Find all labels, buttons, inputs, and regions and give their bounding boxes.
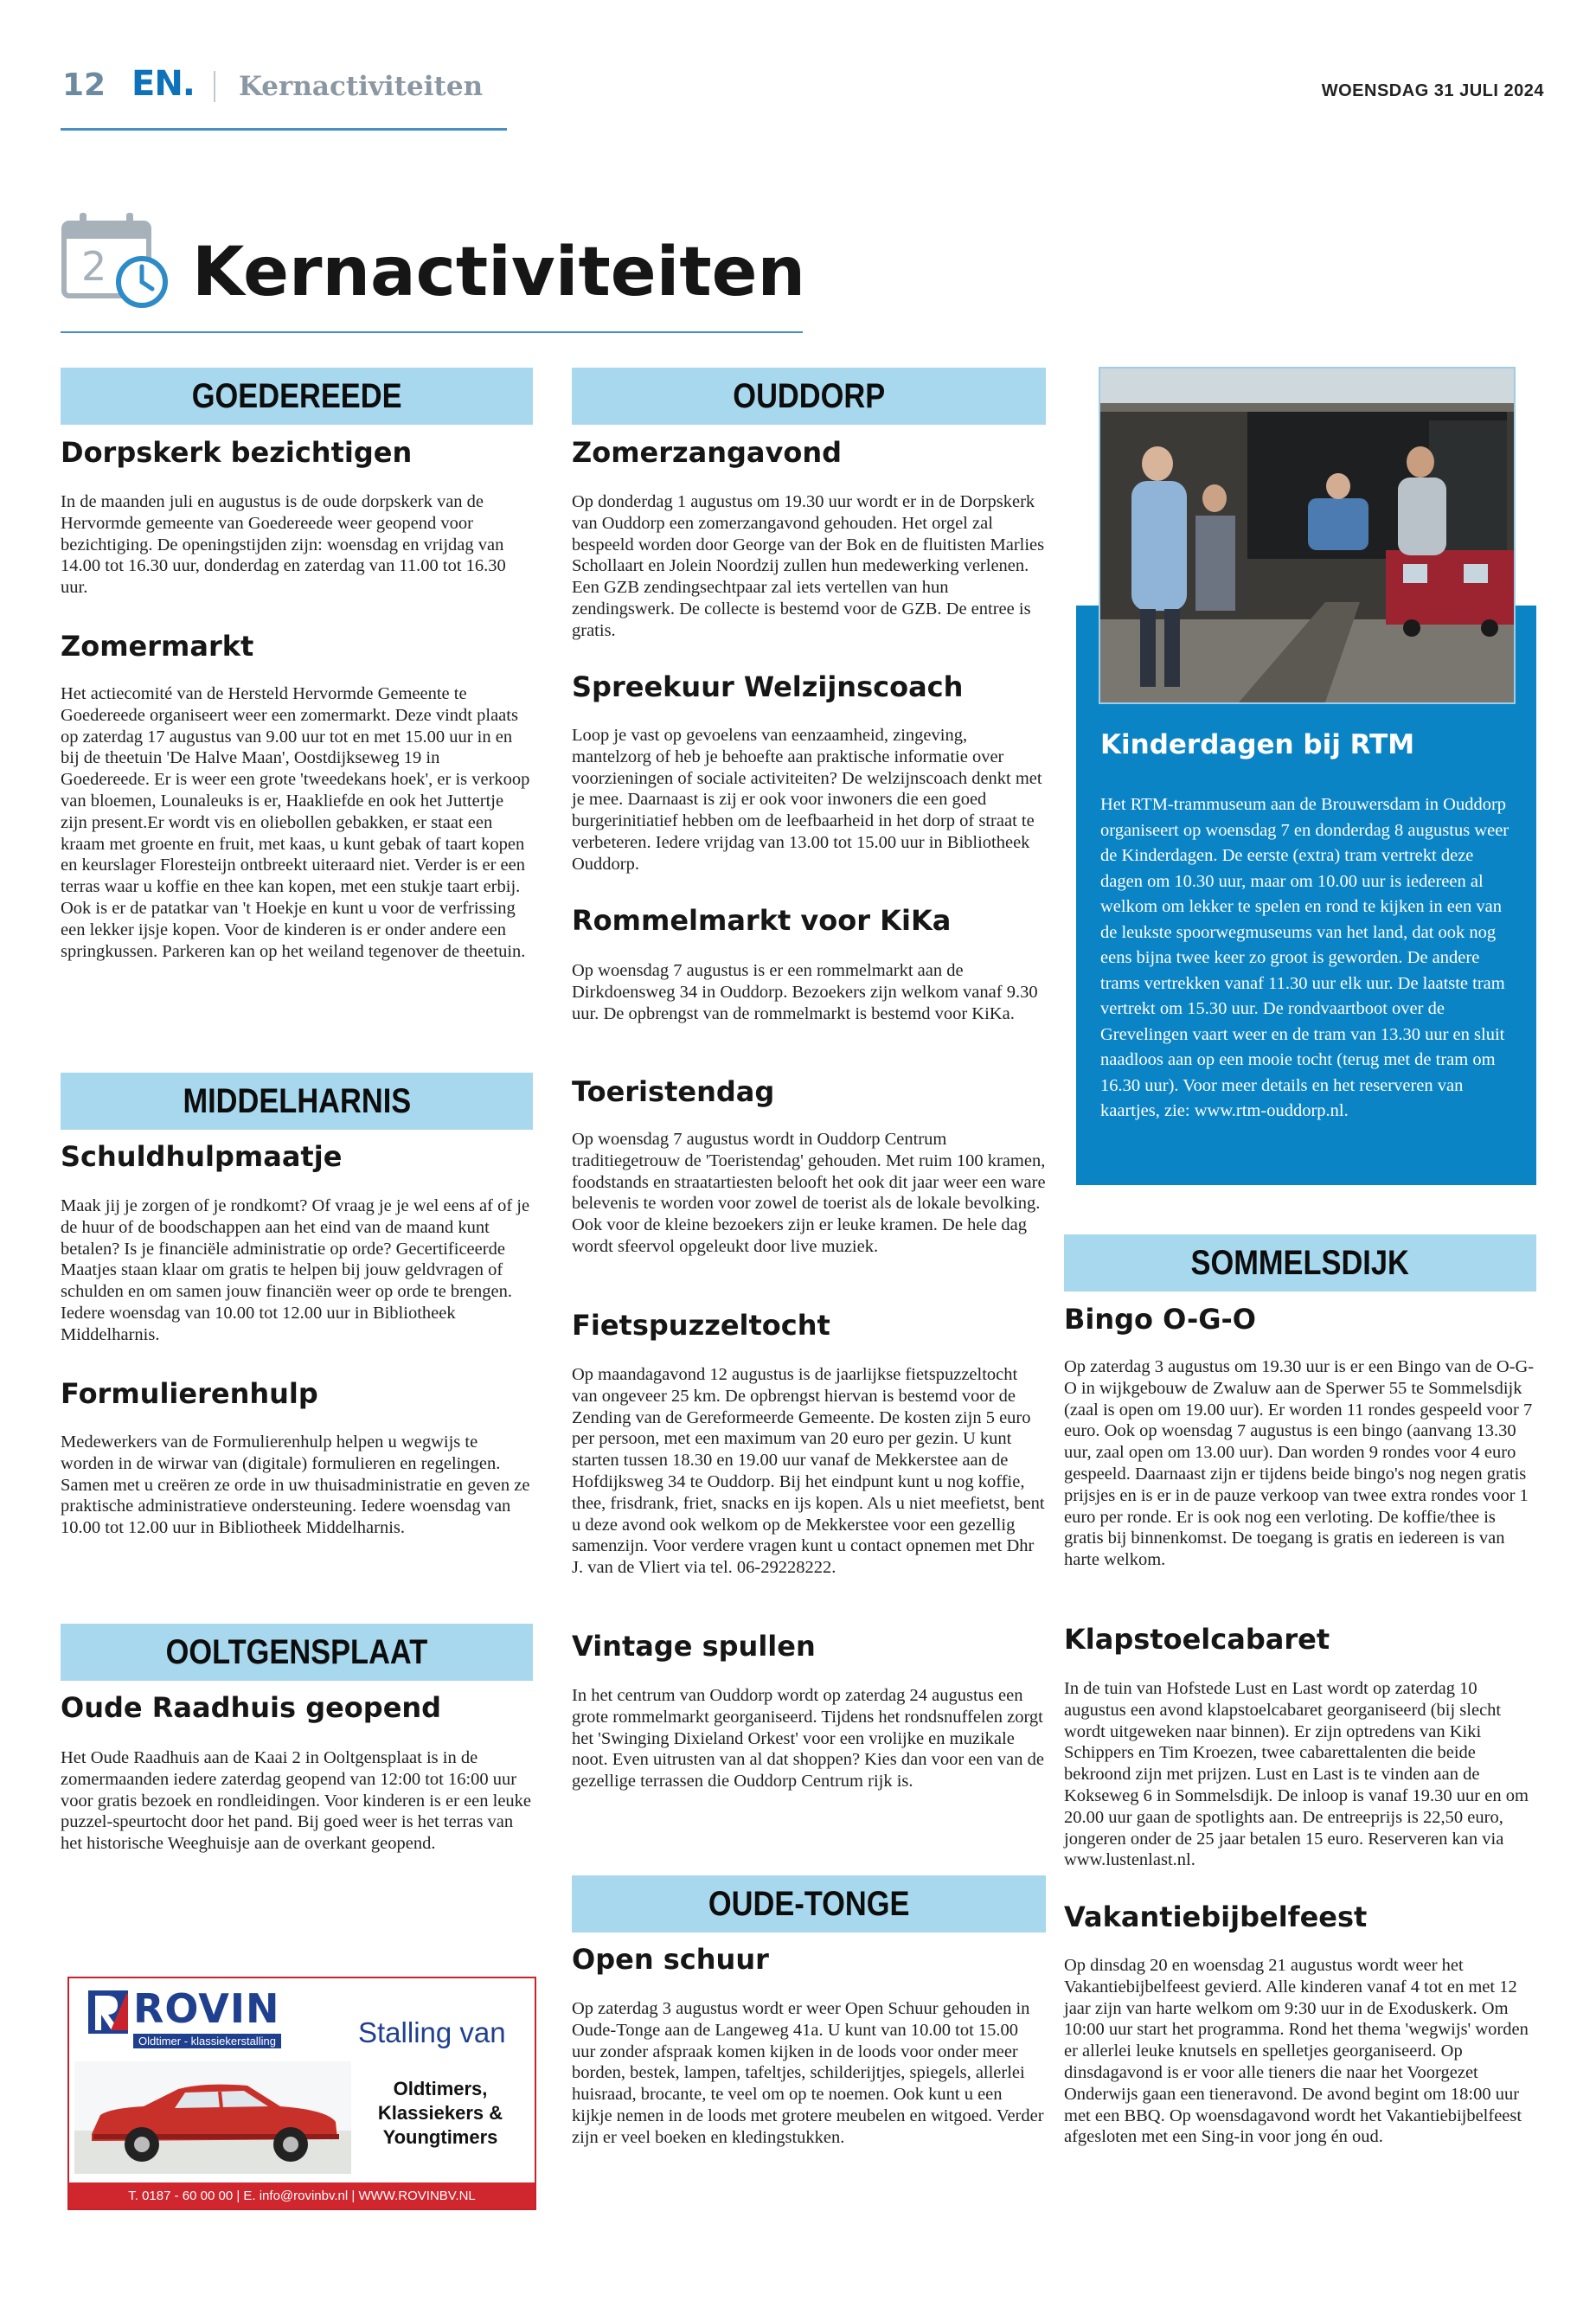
rovin-logo-icon <box>88 1990 128 2034</box>
ad-headline: Stalling van <box>358 2016 506 2048</box>
article-body-fietspuzzel: Op maandagavond 12 augustus is de jaarlijkse fietspuzzeltocht van ongeveer 25 km. De opbrengst hiervan is bestemd voor de Zending van de Gereformeerde Gemeente. De kosten zijn 5 euro per persoon, met een maximum van 20 euro per gezin. U kunt starten tussen 18.30 en 19.00 uur vanaf de Mekkerstee aan de Hofdijksweg 34 te Ouddorp. Bij het eindpunt kunt u nog koffie, thee, frisdrank, friet, snacks en ijs kopen. Als u niet meefietst, bent u deze avond ook welkom op de Mekkerstee voor een gezellig samenzijn. Voor verdere vragen kunt u contact opnemen met Dhr J. van de Vliert via tel. 06-29228222. <box>572 1365 1045 1578</box>
article-body-spreekuur: Loop je vast op gevoelens van eenzaamheid, zingeving, mantelzorg of heb je behoefte aan praktische informatie over voorzieningen of sociale activiteiten? De welzijnscoach denkt met je mee. Daarnaast is zij er ook voor inwoners die een goed burgerinitiatief hebben om de leefbaarheid in het dorp of straat te verbeteren. Iedere vrijdag van 13.00 tot 15.00 uur in Bibliotheek Ouddorp. <box>572 726 1042 874</box>
article-title-klapstoel: Klapstoelcabaret <box>1064 1623 1330 1656</box>
article-body-zomermarkt: Het actiecomité van de Hersteld Hervormde Gemeente te Goedereede organiseert weer een zomermarkt. Deze vindt plaats op zaterdag 17 augustus van 9.00 uur tot en met 15.00 uur in en bij de theetuin 'De Halve Maan', Oostdijkseweg 19 in Goedereede. Er is weer een grote 'tweedekans hoek', er is verkoop van bloemen, Lounaleuks is er, Haakliefde en ook het Juttertje zijn present.Er wordt vis en oliebollen gebakken, er staat een kraam met groente en fruit, met kaas, u kunt gebak of taart kopen en keurslager Floresteijn ontbreekt uiteraard niet. Verder is er een terras waar u koffie en thee kan kopen, met een stukje taart erbij. Ook is er de patatkar van 't Hoekje en kunt u voor de verfrissing een lekker ijsje kopen. Voor de kinderen is er onder andere een springkussen. Parkeren kan op het weiland tegenover de theetuin. <box>61 684 530 961</box>
region-band-ooltgensplaat: OOLTGENSPLAAT <box>61 1624 533 1681</box>
calendar-digit: 2 <box>81 243 107 290</box>
rovin-advertisement[interactable] <box>67 1977 536 2210</box>
article-title-raadhuis: Oude Raadhuis geopend <box>61 1691 442 1724</box>
article-body-klapstoel: In de tuin van Hofstede Lust en Last wordt op zaterdag 10 augustus een avond klapstoelcabaret georganiseerd (bij slecht wordt uitgeweken naar binnen). Er zijn optredens van Kiki Schippers en Tim Kroezen, twee cabarettalenten die beide bekroond zijn met prijzen. Lust en Last is te vinden aan de Kokseweg 6 in Sommelsdijk. De inloop is vanaf 19.30 uur en om 20.00 uur gaan de spotlights aan. De entreeprijs is 22,50 euro, jongeren onder de 25 jaar betalen 15 euro. Reserveren kan via www.lustenlast.nl. <box>1064 1679 1529 1870</box>
page-number: 12 <box>62 67 106 103</box>
article-title-zomerzang: Zomerzangavond <box>572 436 843 469</box>
region-band-sommelsdijk: SOMMELSDIJK <box>1064 1234 1536 1292</box>
rovin-brand: ROVIN <box>133 1985 280 2032</box>
article-body-openschuur: Op zaterdag 3 augustus wordt er weer Open Schuur gehouden in Oude-Tonge aan de Langeweg 41a. U kunt van 10.00 tot 15.00 uur zonder afspraak komen kijken in de loods voor onder meer borden, bestek, lampen, tafeltjes, schilderijtjes, spiegels, allerlei huisraad, brocante, te veel om op te noemen. Ook kunt u een kijkje nemen in de loods met grotere meubelen en witgoed. Verder zijn er veel boeken en kledingstukken. <box>572 1999 1044 2147</box>
article-body-vakantiebijbel: Op dinsdag 20 en woensdag 21 augustus wordt weer het Vakantiebijbelfeest gevierd. Alle kinderen vanaf 4 tot en met 12 jaar zijn van harte welkom om 9:30 uur in de Exoduskerk. Om 10:00 uur start het programma. Rond het thema 'wegwijs' worden er allerlei leuke knutsels en spelletjes georganiseerd. Op dinsdagavond is er voor alle tieners die naar het Voorgezet Onderwijs gaan een tieneravond. De avond begint om 18:00 uur met een BBQ. Op woensdagavond wordt het Vakantiebijbelfeest afgesloten met een Sing-in voor jong én oud. <box>1064 1956 1529 2147</box>
article-body-vintage: In het centrum van Ouddorp wordt op zaterdag 24 augustus een grote rommelmarkt georganiseerd. Tijdens het rondsnuffelen zorgt het 'Swinging Dixieland Orkest' voor een vrolijke en muzikale noot. Even uitrusten van al dat shoppen? Kies dan voor een van de gezellige terrassen die Ouddorp Centrum rijk is. <box>572 1686 1044 1791</box>
article-body-zomerzang: Op donderdag 1 augustus om 19.30 uur wordt er in de Dorpskerk van Ouddorp een zomerzangavond gehouden. Het orgel zal bespeeld worden door George van der Bok en de fluitisten Marlies Schollaart en Jolein Noordzij zullen hun medewerking verlenen. Een GZB zendingsechtpaar zal iets vertellen van hun zendingswerk. De collecte is bestemd voor de GZB. De entree is gratis. <box>572 492 1045 640</box>
article-title-toeristendag: Toeristendag <box>572 1075 775 1108</box>
region-band-oude-tonge: OUDE-TONGE <box>572 1875 1046 1932</box>
article-body-dorpskerk: In de maanden juli en augustus is de oude dorpskerk van de Hervormde gemeente van Goedereede weer geopend voor bezichtiging. De openingstijden zijn: woensdag en vrijdag van 14.00 tot 16.30 uur, donderdag en zaterdag van 11.00 tot 16.30 uur. <box>61 492 506 598</box>
region-band-middelharnis: MIDDELHARNIS <box>61 1073 533 1130</box>
article-title-vintage: Vintage spullen <box>572 1630 816 1663</box>
article-body-formulierenhulp: Medewerkers van de Formulierenhulp helpen u wegwijs te worden in de wirwar van (digitale) formulieren en regelingen. Samen met u creëren ze orde in uw thuisadministratie en geven ze praktische administratieve ondersteuning. Iedere woensdag van 10.00 tot 12.00 uur in Bibliotheek Middelharnis. <box>61 1433 530 1538</box>
article-title-vakantiebijbel: Vakantiebijbelfeest <box>1064 1900 1368 1933</box>
header-divider <box>214 71 215 102</box>
article-body-toeristendag: Op woensdag 7 augustus wordt in Ouddorp Centrum traditiegetrouw de 'Toeristendag' gehouden. Met ruim 100 kramen, foodstands en straatartiesten belooft het ook dit jaar weer een ware belevenis te worden voor zowel de toerist als de lokale bevolking. Ook voor de kleine bezoekers zijn er leuke kramen. De hele dag wordt sfeervol opgeleukt door live muziek. <box>572 1130 1046 1256</box>
header-date: WOENSDAG 31 JULI 2024 <box>1321 81 1544 100</box>
article-title-formulierenhulp: Formulierenhulp <box>61 1377 318 1410</box>
article-title-fietspuzzel: Fietspuzzeltocht <box>572 1309 830 1342</box>
article-title-dorpskerk: Dorpskerk bezichtigen <box>61 436 413 469</box>
header-section-name: Kernactiviteiten <box>239 71 484 102</box>
article-title-zomermarkt: Zomermarkt <box>61 630 254 663</box>
article-body-schuldhulp: Maak jij je zorgen of je rondkomt? Of vraag je je wel eens af of je de huur of de boodschappen aan het eind van de maand kunt betalen? Is je financiële administratie op orde? Gecertificeerde Maatjes staan klaar om gratis te helpen bij jouw geldvragen of schulden en om samen jouw financiën weer op orde te brengen. Iedere woensdag van 10.00 tot 12.00 uur in Bibliotheek Middelharnis. <box>61 1196 530 1344</box>
calendar-clock-icon <box>61 211 173 311</box>
article-body-raadhuis: Het Oude Raadhuis aan de Kaai 2 in Ooltgensplaat is in de zomermaanden iedere zaterdag geopend van 12:00 tot 16:00 uur voor gratis bezoek en rondleidingen. Voor kinderen is er een leuke puzzel-speurtocht door het pand. Bij goed weer is het terras van het historische Weeghuisje aan de overkant geopend. <box>61 1748 532 1854</box>
article-title-rommelmarkt: Rommelmarkt voor KiKa <box>572 904 952 937</box>
region-band-ouddorp: OUDDORP <box>572 368 1046 425</box>
article-body-bingo: Op zaterdag 3 augustus om 19.30 uur is er een Bingo van de O-G-O in wijkgebouw de Zwaluw aan de Sperwer 55 te Sommelsdijk (zaal is open om 19.00 uur). Er worden 11 rondes gespeeld voor 7 euro. Ook op woensdag 7 augustus is een bingo (aanvang 13.30 uur, zaal open om 13.00 uur). Dan worden 9 rondes voor 4 euro gespeeld. Daarnaast zijn er tijdens beide bingo's nog negen gratis prijsjes en is er in de pauze verkoop van twee extra rondes voor 1 euro per ronde. Er is ook nog een verloting. De koffie/thee is gratis bij binnenkomst. De toegang is gratis en iedereen is van harte welkom. <box>1064 1357 1535 1570</box>
article-title-schuldhulp: Schuldhulpmaatje <box>61 1140 343 1173</box>
article-title-bingo: Bingo O-G-O <box>1064 1303 1256 1336</box>
ad-vehicle-types: Oldtimers, Klassiekers & Youngtimers <box>377 2078 503 2148</box>
article-body-rommelmarkt: Op woensdag 7 augustus is er een rommelmarkt aan de Dirkdoensweg 34 in Ouddorp. Bezoekers zijn welkom vanaf 9.30 uur. De opbrengst van de rommelmarkt is bestemd voor KiKa. <box>572 961 1038 1023</box>
article-title-spreekuur: Spreekuur Welzijnscoach <box>572 670 964 703</box>
title-rule <box>61 331 803 333</box>
ad-contact-footer: T. 0187 - 60 00 00 | E. info@rovinbv.nl | WWW.ROVINBV.NL <box>69 2182 535 2208</box>
brand-logo: EN. <box>131 64 195 104</box>
article-title-openschuur: Open schuur <box>572 1943 769 1976</box>
article-body-kinderdagen: Het RTM-trammuseum aan de Brouwersdam in Ouddorp organiseert op woensdag 7 en donderdag 8 augustus weer de Kinderdagen. De eerste (extra) tram vertrekt deze dagen om 10.30 uur, maar om 10.00 uur is iedereen al welkom om lekker te spelen en rond te kijken in een van de leukste spoorwegmuseums van het land, dat ook nog eens bijna twee keer zo groot is geworden. De andere trams vertrekken vanaf 11.30 uur elk uur. De laatste tram vertrekt om 15.30 uur. De rondvaartboot over de Grevelingen vaart weer en de tram van 13.30 uur en sluit naadloos aan op een mooie tocht (terug met de tram om 16.30 uur). Voor meer details en het reserveren van kaartjes, zie: www.rtm-ouddorp.nl. <box>1100 795 1509 1120</box>
rovin-tagline: Oldtimer - klassiekerstalling <box>133 2034 281 2048</box>
page-title: Kernactiviteiten <box>192 234 806 311</box>
red-classic-car-image <box>74 2061 351 2174</box>
header-rule <box>61 128 507 131</box>
region-band-goedereede: GOEDEREEDE <box>61 368 533 425</box>
rtm-museum-photo <box>1099 367 1516 704</box>
article-title-kinderdagen: Kinderdagen bij RTM <box>1100 729 1415 760</box>
